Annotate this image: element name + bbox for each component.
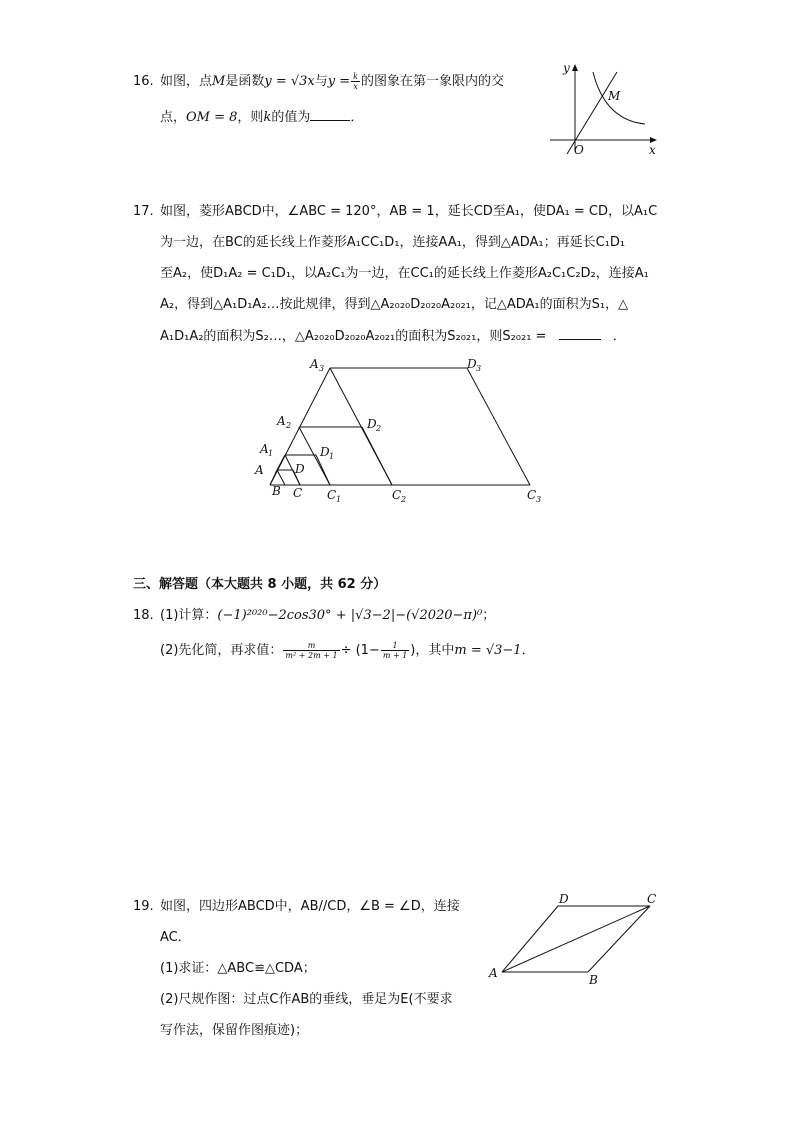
question-17-line-4: A₂，得到△A₁D₁A₂…按此规律，得到△A₂₀₂₀D₂₀₂₀A₂₀₂₁，记△ADA₁的面积为S₁，△ — [160, 297, 629, 312]
question-number: 19. — [133, 899, 154, 914]
question-19-line-4: (2)尺规作图：过点C作AB的垂线，垂足为E(不要求 — [160, 992, 453, 1007]
svg-text:1: 1 — [329, 452, 335, 461]
svg-text:A: A — [277, 414, 286, 428]
svg-text:3: 3 — [476, 364, 482, 373]
question-19-line-3: (1)求证：△ABC≌△CDA； — [160, 961, 316, 976]
fraction-k-over-x: $\frac{k}{x}$ — [353, 72, 358, 91]
graph-figure — [545, 58, 660, 158]
question-number: 17. — [133, 204, 154, 219]
question-16-line-2: 点，OM = 8，则k的值为 ． — [160, 110, 364, 125]
origin-label: O — [574, 143, 584, 157]
svg-text:2: 2 — [401, 495, 407, 504]
svg-text:D: D — [295, 462, 305, 476]
y-axis-label: y — [563, 61, 570, 75]
question-number: 16. — [133, 74, 154, 89]
section-heading: 三、解答题（本大题共 8 小题，共 62 分） — [133, 577, 387, 592]
fraction: $\frac{1}{m + 1}$ — [382, 641, 408, 660]
svg-text:D: D — [467, 357, 477, 371]
fraction: $\frac{m}{\text{m² + 2m + 1}}$ — [285, 641, 338, 660]
x-axis-label: x — [649, 143, 656, 157]
svg-text:C: C — [392, 488, 402, 502]
svg-text:C: C — [293, 486, 303, 500]
vertex-b-label: B — [589, 973, 598, 987]
svg-text:3: 3 — [319, 364, 325, 373]
svg-text:1: 1 — [268, 449, 274, 458]
svg-text:D: D — [367, 417, 377, 431]
svg-text:3: 3 — [536, 495, 542, 504]
quadrilateral-figure — [485, 888, 665, 988]
vertex-d-label: D — [559, 892, 569, 906]
svg-text:C: C — [327, 488, 337, 502]
vertex-c-label: C — [647, 892, 657, 906]
svg-text:D: D — [320, 445, 330, 459]
question-18-part-2: (2)先化简，再求值： $\frac{m}{\text{m² + 2m + 1}}$ ÷ (1− $\frac{1}{m + 1}$ )，其中m = √3−1． — [160, 641, 535, 660]
svg-text:2: 2 — [286, 421, 292, 430]
svg-text:1: 1 — [336, 495, 342, 504]
svg-text:A: A — [260, 442, 269, 456]
question-17-line-5: A₁D₁A₂的面积为S₂…，△A₂₀₂₀D₂₀₂₀A₂₀₂₁的面积为S₂₀₂₁，则S₂₀₂₁ = ． — [160, 329, 626, 344]
vertex-a-label: A — [489, 966, 498, 980]
svg-text:B: B — [272, 484, 281, 498]
svg-text:A: A — [255, 463, 264, 477]
question-19-line-2: AC． — [160, 930, 191, 945]
answer-blank[interactable] — [310, 108, 350, 121]
question-17-line-3: 至A₂，使D₁A₂ = C₁D₁，以A₂C₁为一边，在CC₁的延长线上作菱形A₂C₁C₂D₂，连接A₁ — [160, 266, 649, 281]
question-number: 18. — [133, 608, 154, 623]
question-19-line-5: 写作法，保留作图痕迹)； — [160, 1023, 309, 1038]
question-19-line-1: 如图，四边形ABCD中，AB//CD，∠B = ∠D，连接 — [160, 899, 460, 914]
svg-text:C: C — [527, 488, 537, 502]
question-17-line-2: 为一边，在BC的延长线上作菱形A₁CC₁D₁，连接AA₁，得到△ADA₁；再延长C₁D₁ — [160, 235, 626, 250]
answer-blank[interactable] — [559, 327, 601, 340]
question-16-line-1: 如图，点M是函数y = √3x与y = $\frac{k}{x}$ 的图象在第一象限内的交 — [160, 72, 504, 91]
svg-text:A: A — [310, 357, 319, 371]
question-17-line-1: 如图，菱形ABCD中，∠ABC = 120°，AB = 1，延长CD至A₁，使DA₁ = CD，以A₁C — [160, 204, 658, 219]
question-18-part-1: (1)计算：(−1)²⁰²⁰−2cos30° + |√3−2|−(√2020−π)⁰； — [160, 608, 496, 623]
rhombus-figure — [250, 352, 550, 510]
point-m-label: M — [608, 89, 621, 103]
svg-text:2: 2 — [376, 424, 382, 433]
